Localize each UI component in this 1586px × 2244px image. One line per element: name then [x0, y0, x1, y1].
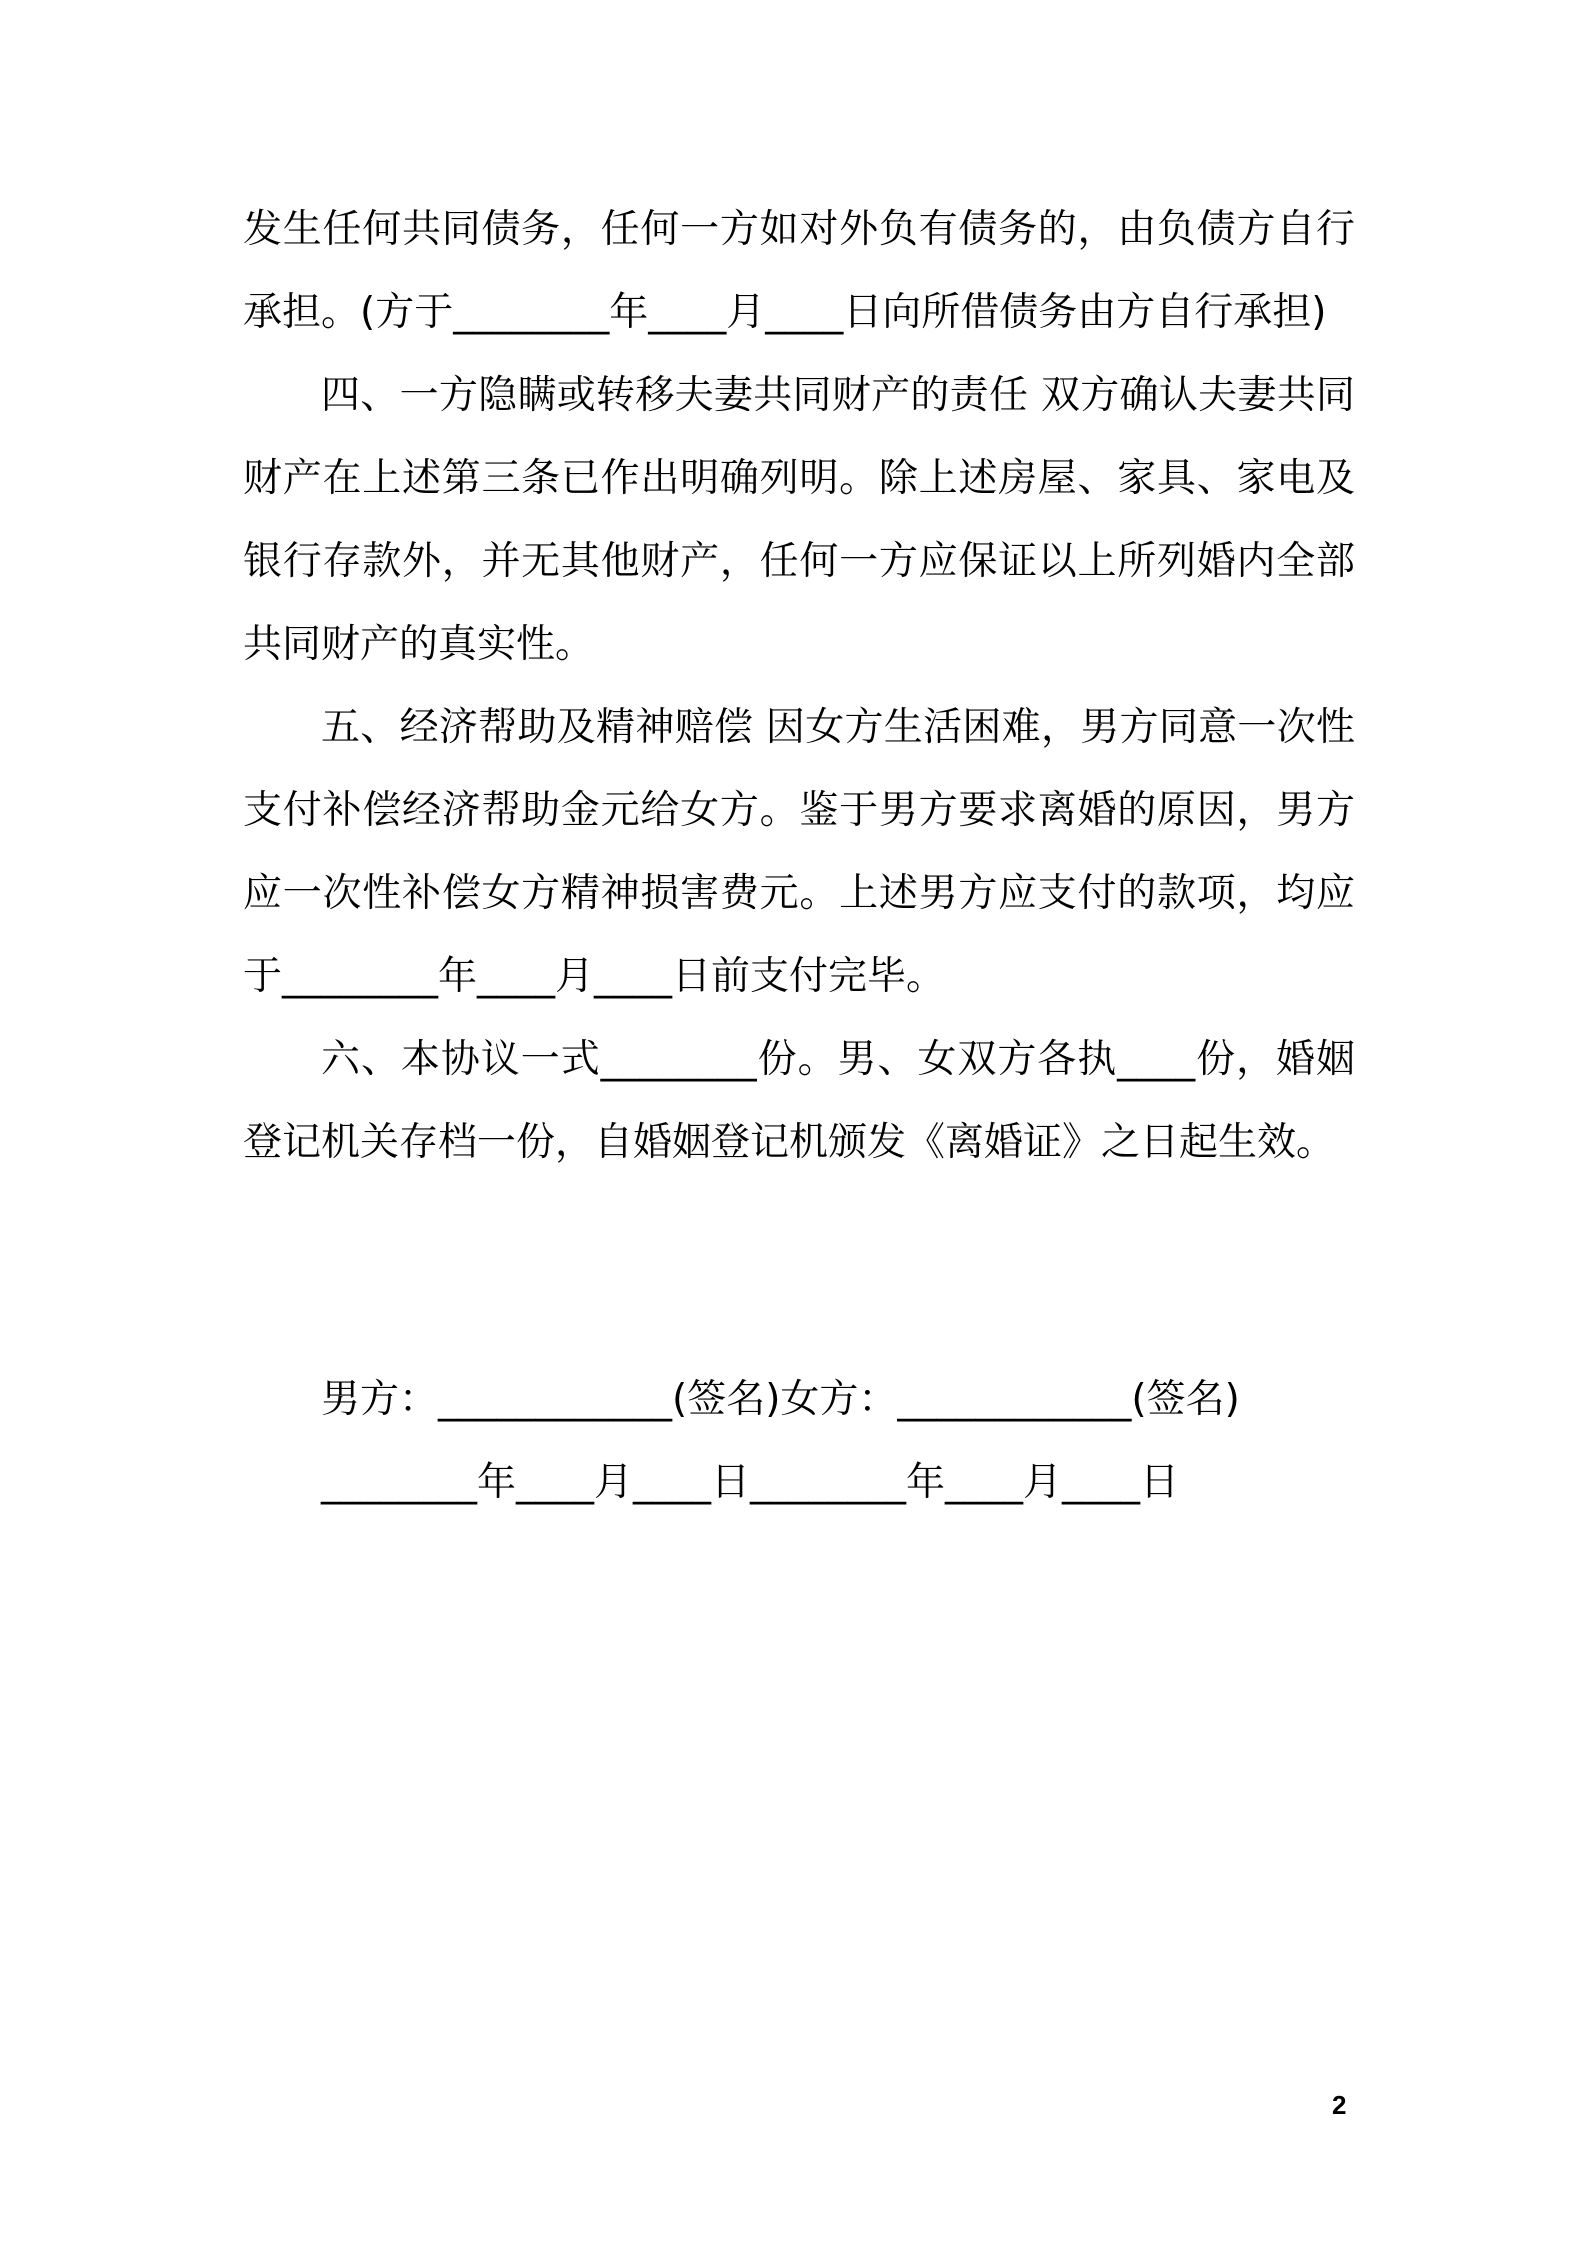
- paragraph-section-5: 五、经济帮助及精神赔偿 因女方生活困难，男方同意一次性支付补偿经济帮助金元给女方。鉴于男方要求离婚的原因，男方应一次性补偿女方精神损害费元。上述男方应支付的款项，均应于________年____月____日前支付完毕。: [243, 705, 1355, 999]
- paragraph-continuation: 发生任何共同债务，任何一方如对外负有债务的，由负债方自行承担。(方于________年____月____日向所借债务由方自行承担): [243, 207, 1355, 335]
- paragraph-section-4: 四、一方隐瞒或转移夫妻共同财产的责任 双方确认夫妻共同财产在上述第三条已作出明确列明。除上述房屋、家具、家电及银行存款外，并无其他财产，任何一方应保证以上所列婚内全部共同财产的真实性。: [243, 373, 1355, 667]
- signature-line: 男方：____________(签名)女方：____________(签名): [321, 1377, 1240, 1422]
- signature-date-line: ________年____月____日________年____月____日: [321, 1460, 1179, 1505]
- page-number: 2: [1332, 2090, 1347, 2120]
- document-body: [243, 188, 1355, 1184]
- paragraph-section-6: 六、本协议一式________份。男、女双方各执____份，婚姻登记机关存档一份，自婚姻登记机颁发《离婚证》之日起生效。: [243, 1037, 1355, 1165]
